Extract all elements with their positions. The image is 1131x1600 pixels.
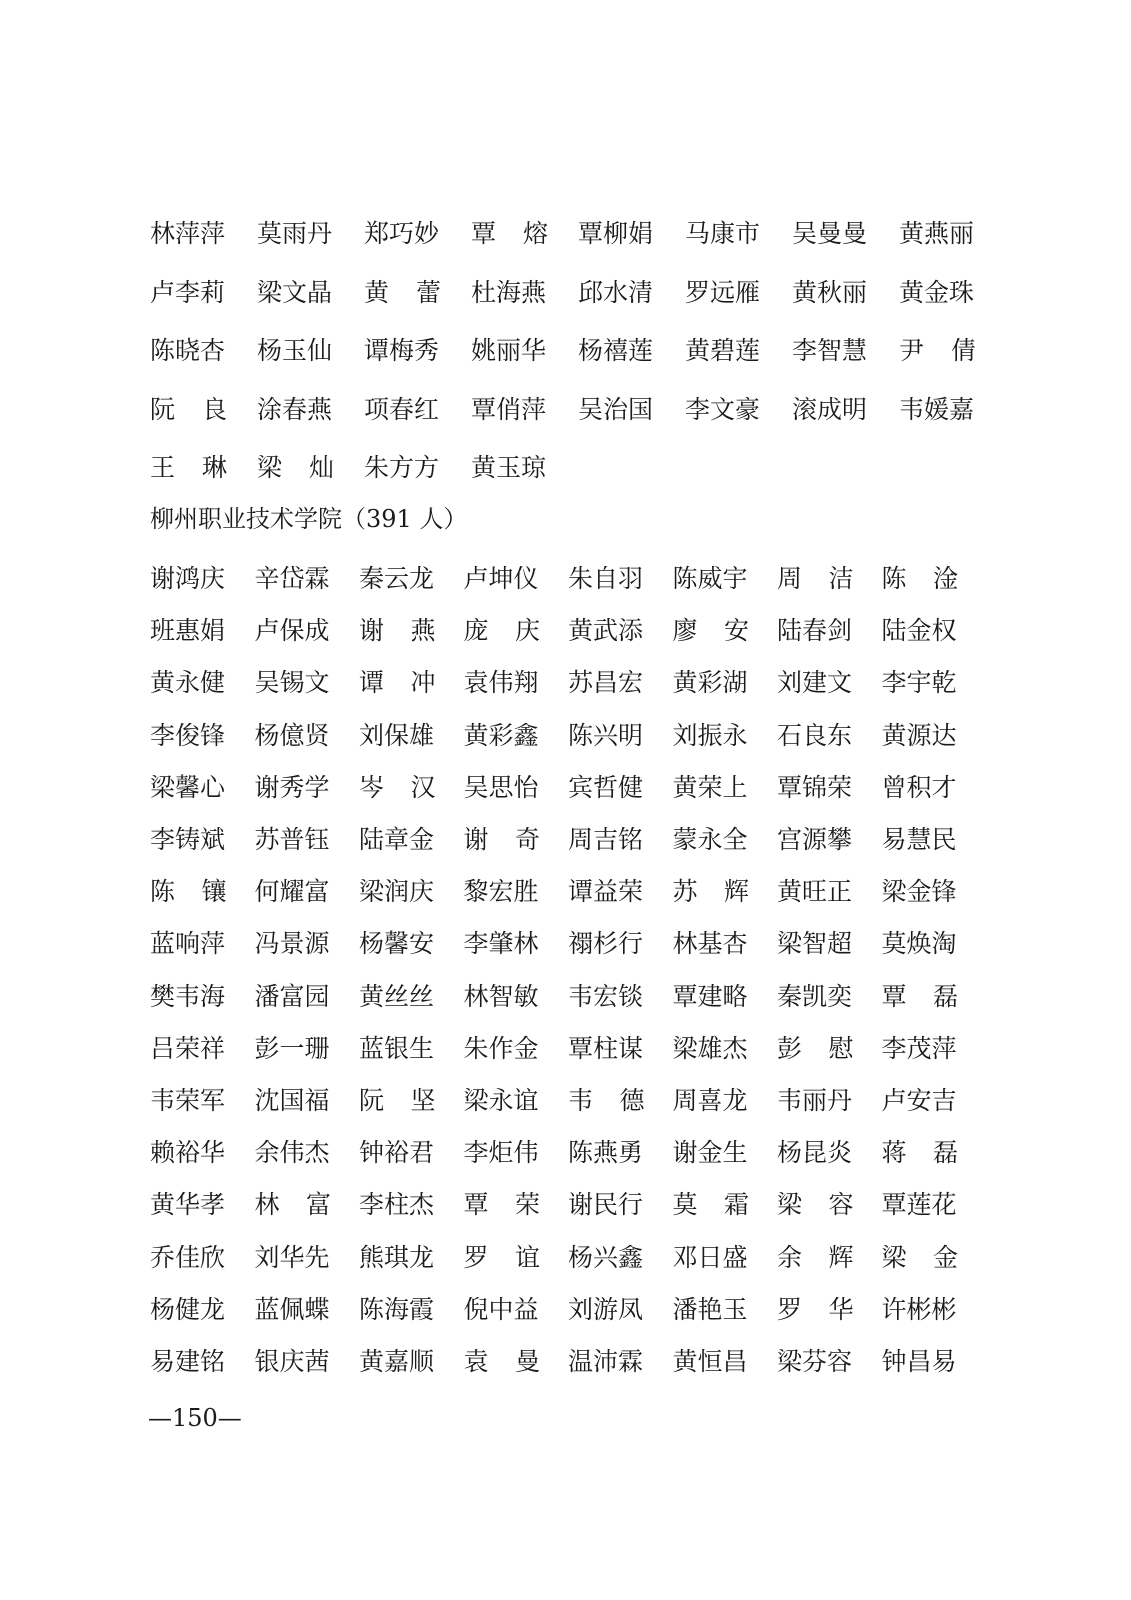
person-name: 覃俏萍: [471, 394, 547, 424]
name-row: [150, 439, 1006, 498]
person-name: 杨健龙: [150, 1294, 226, 1324]
person-name: 梁馨心: [150, 772, 226, 802]
page-number: —150—: [148, 1404, 242, 1432]
name-row: [150, 381, 1006, 440]
person-name: 樊韦海: [150, 981, 226, 1011]
person-name: 袁伟翔: [463, 668, 539, 698]
person-name: 陈威宇: [672, 564, 748, 594]
person-name: 覃建略: [672, 981, 748, 1011]
name-row: [150, 1179, 986, 1231]
person-name: 莫焕淘: [881, 929, 957, 959]
person-name: 苏 辉: [672, 877, 749, 907]
person-name: 易慧民: [881, 825, 957, 855]
person-name: 沈国福: [254, 1085, 330, 1115]
person-name: 吴曼曼: [792, 219, 868, 249]
person-name: 袁 曼: [463, 1346, 540, 1376]
person-name: 黄丝丝: [359, 981, 435, 1011]
person-name: 林基杏: [672, 929, 748, 959]
person-name: 黄源达: [881, 720, 957, 750]
person-name: 黄燕丽: [899, 219, 975, 249]
person-name: 覃柱谋: [568, 1033, 644, 1063]
person-name: 朱方方: [364, 453, 440, 483]
person-name: 罗远雁: [685, 277, 761, 307]
person-name: 陆章金: [359, 825, 435, 855]
person-name: 黎宏胜: [463, 877, 539, 907]
person-name: 涂春燕: [257, 394, 333, 424]
person-name: 周吉铭: [568, 825, 644, 855]
person-name: 李智慧: [792, 336, 868, 366]
person-name: 冯景源: [254, 929, 330, 959]
person-name: 赖裕华: [150, 1138, 226, 1168]
name-row: [150, 205, 1006, 264]
person-name: 陈 镶: [150, 877, 227, 907]
person-name: 谢秀学: [254, 772, 330, 802]
person-name: 莫 霜: [672, 1190, 749, 1220]
person-name: 卢李莉: [150, 277, 226, 307]
person-name: 梁 灿: [257, 453, 334, 483]
person-name: 刘保雄: [359, 720, 435, 750]
name-row: [150, 1127, 986, 1179]
person-name: 梁智超: [777, 929, 853, 959]
person-name: 彭 慰: [777, 1033, 854, 1063]
name-list-continued: [150, 205, 1006, 498]
person-name: 倪中益: [463, 1294, 539, 1324]
person-name: 潘富园: [254, 981, 330, 1011]
person-name: 苏昌宏: [568, 668, 644, 698]
person-name: 李肇林: [463, 929, 539, 959]
person-name: 谢 燕: [359, 616, 436, 646]
person-name: 吴思怡: [463, 772, 539, 802]
person-name: 钟裕君: [359, 1138, 435, 1168]
person-name: 黄碧莲: [685, 336, 761, 366]
person-name: 曾积才: [881, 772, 957, 802]
person-name: 陆春剑: [777, 616, 853, 646]
name-list-liuzhou-vocational: [150, 553, 986, 1388]
name-row: [150, 814, 986, 866]
person-name: 周 洁: [777, 564, 854, 594]
person-name: 杜海燕: [471, 277, 547, 307]
person-name: 梁 容: [777, 1190, 854, 1220]
person-name: 罗 华: [777, 1294, 854, 1324]
person-name: 秦凯奕: [777, 981, 853, 1011]
person-name: 杨馨安: [359, 929, 435, 959]
person-name: 阮 良: [150, 394, 227, 424]
name-row: [150, 762, 986, 814]
person-name: 滚成明: [792, 394, 868, 424]
name-row: [150, 322, 1006, 381]
person-name: 卢安吉: [881, 1085, 957, 1115]
person-name: 李文豪: [685, 394, 761, 424]
person-name: 梁文晶: [257, 277, 333, 307]
person-name: 陈燕勇: [568, 1138, 644, 1168]
name-row: [150, 553, 986, 605]
person-name: 刘游凤: [568, 1294, 644, 1324]
person-name: 钟昌易: [881, 1346, 957, 1376]
person-name: 杨玉仙: [257, 336, 333, 366]
person-name: 蒙永全: [672, 825, 748, 855]
person-name: 吴锡文: [254, 668, 330, 698]
person-name: 何耀富: [254, 877, 330, 907]
person-name: 黄彩鑫: [463, 720, 539, 750]
person-name: 覃莲花: [881, 1190, 957, 1220]
person-name: 李俊锋: [150, 720, 226, 750]
person-name: 蓝佩蝶: [254, 1294, 330, 1324]
person-name: 谢民行: [568, 1190, 644, 1220]
person-name: 林智敏: [463, 981, 539, 1011]
person-name: 林 富: [254, 1190, 331, 1220]
person-name: 谢金生: [672, 1138, 748, 1168]
name-row: [150, 1023, 986, 1075]
person-name: 辛岱霖: [254, 564, 330, 594]
name-row: [150, 264, 1006, 323]
person-name: 岑 汉: [359, 772, 436, 802]
person-name: 陈兴明: [568, 720, 644, 750]
person-name: 余伟杰: [254, 1138, 330, 1168]
person-name: 李茂萍: [881, 1033, 957, 1063]
person-name: 朱作金: [463, 1033, 539, 1063]
person-name: 班惠娟: [150, 616, 226, 646]
person-name: 梁金锋: [881, 877, 957, 907]
person-name: 黄彩湖: [672, 668, 748, 698]
person-name: 余 辉: [777, 1242, 854, 1272]
person-name: 李柱杰: [359, 1190, 435, 1220]
person-name: 黄恒昌: [672, 1346, 748, 1376]
person-name: 姚丽华: [471, 336, 547, 366]
person-name: 陆金权: [881, 616, 957, 646]
person-name: 苏普钰: [254, 825, 330, 855]
person-name: 朱自羽: [568, 564, 644, 594]
school-heading: 柳州职业技术学院（391 人）: [150, 505, 468, 533]
person-name: 刘振永: [672, 720, 748, 750]
person-name: 银庆茜: [254, 1346, 330, 1376]
person-name: 韦荣军: [150, 1085, 226, 1115]
person-name: 梁 金: [881, 1242, 958, 1272]
person-name: 温沛霖: [568, 1346, 644, 1376]
person-name: 郑巧妙: [364, 219, 440, 249]
person-name: 杨兴鑫: [568, 1242, 644, 1272]
person-name: 廖 安: [672, 616, 749, 646]
person-name: 覃 磊: [881, 981, 958, 1011]
person-name: 刘建文: [777, 668, 853, 698]
person-name: 宫源攀: [777, 825, 853, 855]
person-name: 李炬伟: [463, 1138, 539, 1168]
person-name: 卢坤仪: [463, 564, 539, 594]
name-row: [150, 605, 986, 657]
person-name: 蓝响萍: [150, 929, 226, 959]
name-row: [150, 1336, 986, 1388]
person-name: 韦宏锬: [568, 981, 644, 1011]
person-name: 潘艳玉: [672, 1294, 748, 1324]
person-name: 吕荣祥: [150, 1033, 226, 1063]
person-name: 覃 熔: [471, 219, 548, 249]
person-name: 杨禧莲: [578, 336, 654, 366]
person-name: 卢保成: [254, 616, 330, 646]
person-name: 秦云龙: [359, 564, 435, 594]
name-row: [150, 918, 986, 970]
name-row: [150, 1231, 986, 1283]
person-name: 黄荣上: [672, 772, 748, 802]
person-name: 阮 坚: [359, 1085, 436, 1115]
person-name: 林萍萍: [150, 219, 226, 249]
person-name: 梁永谊: [463, 1085, 539, 1115]
person-name: 韦 德: [568, 1085, 645, 1115]
person-name: 黄金珠: [899, 277, 975, 307]
person-name: 覃 荣: [463, 1190, 540, 1220]
person-name: 邱水清: [578, 277, 654, 307]
person-name: 杨昆炎: [777, 1138, 853, 1168]
person-name: 熊琪龙: [359, 1242, 435, 1272]
person-name: 覃锦荣: [777, 772, 853, 802]
person-name: 王 琳: [150, 453, 227, 483]
person-name: 禤杉行: [568, 929, 644, 959]
person-name: 陈海霞: [359, 1294, 435, 1324]
person-name: 马康市: [685, 219, 761, 249]
person-name: 梁润庆: [359, 877, 435, 907]
person-name: 尹 倩: [899, 336, 976, 366]
person-name: 谢 奇: [463, 825, 540, 855]
name-row: [150, 710, 986, 762]
person-name: 刘华先: [254, 1242, 330, 1272]
name-row: [150, 657, 986, 709]
person-name: 韦媛嘉: [899, 394, 975, 424]
person-name: 黄永健: [150, 668, 226, 698]
person-name: 黄 蕾: [364, 277, 441, 307]
person-name: 杨億贤: [254, 720, 330, 750]
person-name: 梁雄杰: [672, 1033, 748, 1063]
person-name: 李铸斌: [150, 825, 226, 855]
name-row: [150, 1284, 986, 1336]
person-name: 覃柳娟: [578, 219, 654, 249]
person-name: 谭 冲: [359, 668, 436, 698]
person-name: 黄华孝: [150, 1190, 226, 1220]
person-name: 梁芬容: [777, 1346, 853, 1376]
person-name: 宾哲健: [568, 772, 644, 802]
person-name: 谭益荣: [568, 877, 644, 907]
person-name: 谭梅秀: [364, 336, 440, 366]
person-name: 罗 谊: [463, 1242, 540, 1272]
person-name: 陈晓杏: [150, 336, 226, 366]
person-name: 谢鸿庆: [150, 564, 226, 594]
person-name: 彭一珊: [254, 1033, 330, 1063]
person-name: 黄嘉顺: [359, 1346, 435, 1376]
person-name: 庞 庆: [463, 616, 540, 646]
person-name: 蓝银生: [359, 1033, 435, 1063]
person-name: 石良东: [777, 720, 853, 750]
person-name: 黄秋丽: [792, 277, 868, 307]
person-name: 黄旺正: [777, 877, 853, 907]
person-name: 项春红: [364, 394, 440, 424]
person-name: 黄武添: [568, 616, 644, 646]
person-name: 邓日盛: [672, 1242, 748, 1272]
person-name: 陈 淦: [881, 564, 958, 594]
name-row: [150, 1075, 986, 1127]
person-name: 莫雨丹: [257, 219, 333, 249]
person-name: 许彬彬: [881, 1294, 957, 1324]
person-name: 易建铭: [150, 1346, 226, 1376]
person-name: 韦丽丹: [777, 1085, 853, 1115]
name-row: [150, 971, 986, 1023]
person-name: 乔佳欣: [150, 1242, 226, 1272]
person-name: 吴治国: [578, 394, 654, 424]
person-name: 周喜龙: [672, 1085, 748, 1115]
name-row: [150, 866, 986, 918]
person-name: 蒋 磊: [881, 1138, 958, 1168]
person-name: 黄玉琼: [471, 453, 547, 483]
person-name: 李宇乾: [881, 668, 957, 698]
